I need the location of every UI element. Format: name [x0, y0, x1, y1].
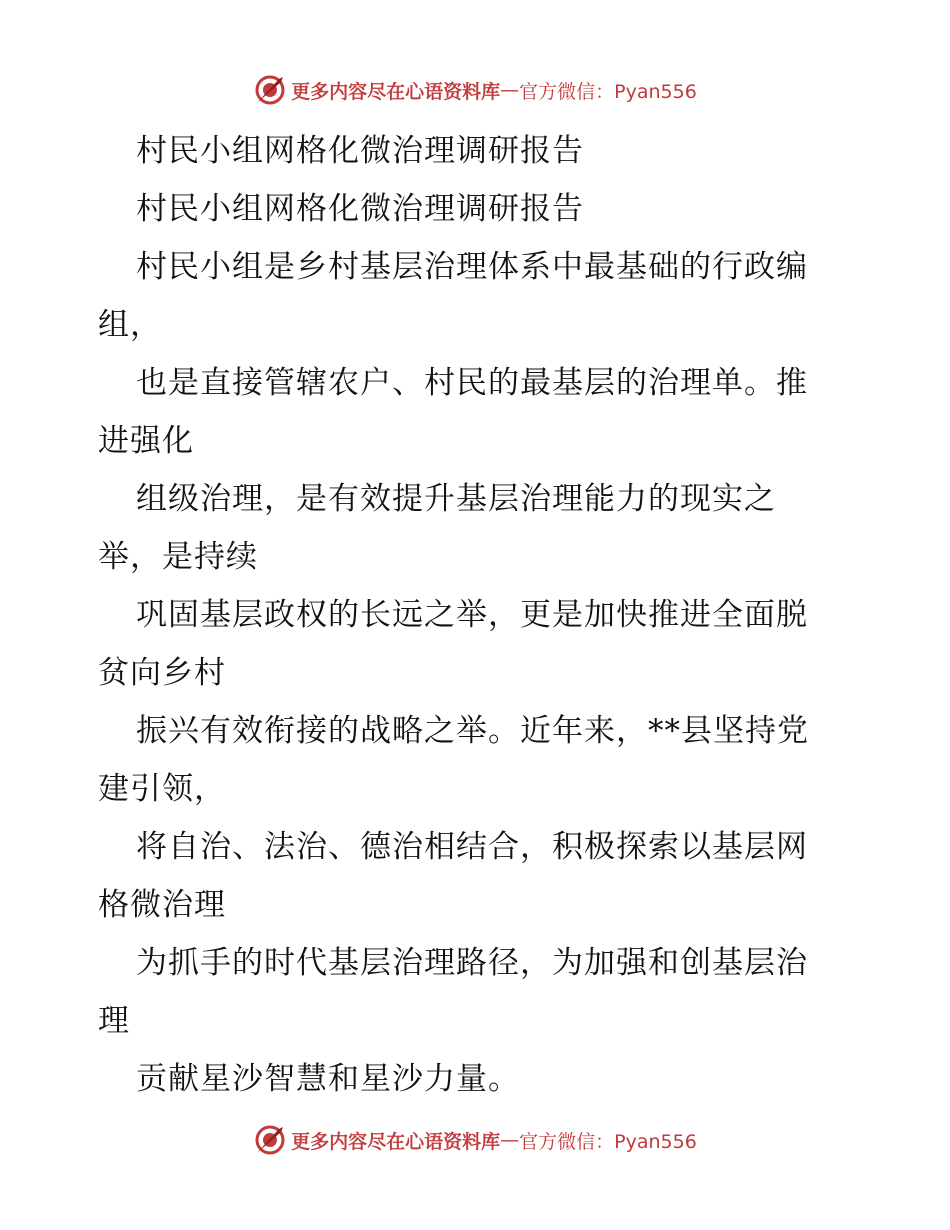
banner-main-text: 更多内容尽在心语资料库 [291, 1130, 501, 1153]
paragraph-line: 格微治理 [98, 887, 226, 923]
paragraph-line: 组， [98, 307, 162, 343]
paragraph-line: 建引领， [98, 771, 226, 807]
quill-logo-icon [253, 73, 287, 107]
header-banner [0, 70, 950, 110]
document-body [98, 122, 858, 1108]
banner-main-text: 更多内容尽在心语资料库 [291, 80, 501, 103]
paragraph-line: 为抓手的时代基层治理路径，为加强和创基层治 [136, 945, 808, 981]
paragraph-line: 进强化 [98, 423, 194, 459]
footer-banner [0, 1120, 950, 1160]
paragraph-line: 村民小组是乡村基层治理体系中最基础的行政编 [136, 249, 808, 285]
paragraph-line: 组级治理，是有效提升基层治理能力的现实之 [136, 481, 776, 517]
paragraph-line: 理 [98, 1003, 130, 1039]
document-title: 村民小组网格化微治理调研报告 [136, 133, 584, 169]
banner-separator: — [500, 1129, 520, 1151]
paragraph-line: 将自治、法治、德治相结合，积极探索以基层网 [136, 829, 808, 865]
banner-wechat-text: 官方微信：Pyan556 [519, 1130, 697, 1153]
paragraph-line: 也是直接管辖农户、村民的最基层的治理单。推 [136, 365, 808, 401]
paragraph-line: 举，是持续 [98, 539, 258, 575]
quill-logo-icon [253, 1123, 287, 1157]
banner-separator: — [500, 79, 520, 101]
paragraph-line: 巩固基层政权的长远之举，更是加快推进全面脱 [136, 597, 808, 633]
banner-wechat-text: 官方微信：Pyan556 [519, 80, 697, 103]
paragraph-line: 贡献星沙智慧和星沙力量。 [136, 1061, 520, 1097]
paragraph-line: 贫向乡村 [98, 655, 226, 691]
paragraph-line: 振兴有效衔接的战略之举。近年来，**县坚持党 [136, 713, 809, 749]
document-title-repeat: 村民小组网格化微治理调研报告 [136, 191, 584, 227]
